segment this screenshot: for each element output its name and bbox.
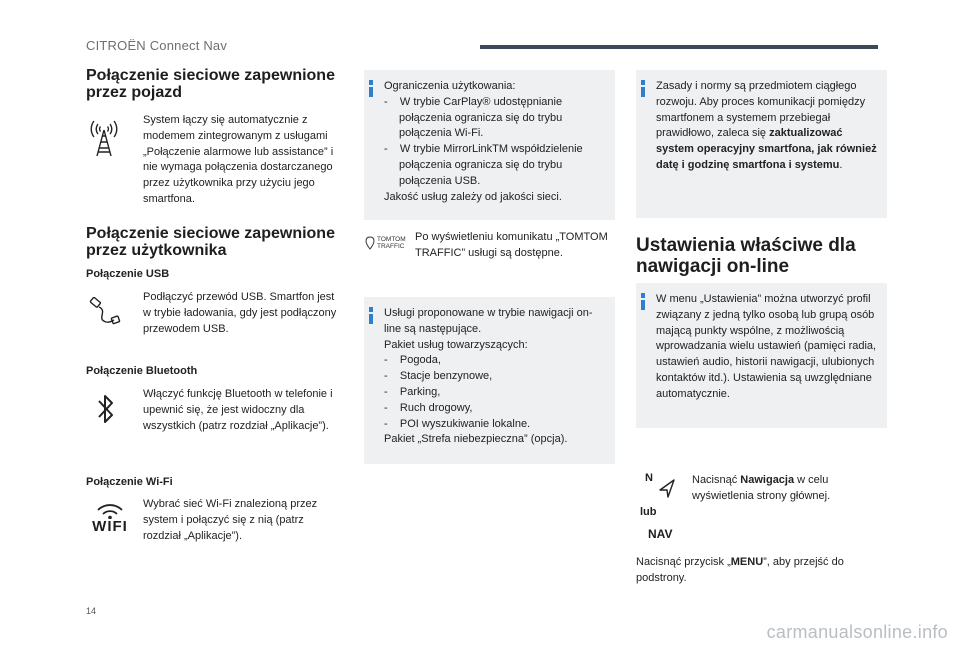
- usb-heading: Połączenie USB: [86, 268, 170, 280]
- watermark-text: carmanualsonline.info: [766, 622, 948, 642]
- limit-carplay: - W trybie CarPlay® udostępnianie połączenia ogranicza się do trybu połączenia Wi-Fi.: [384, 95, 563, 140]
- services-box: [364, 297, 615, 464]
- navigation-arrow-icon: [658, 478, 676, 498]
- tomtom-icon-line1: TOMTOM: [377, 236, 406, 243]
- section-title-user: Połączenie sieciowe zapewnione przez użytkownika: [86, 225, 335, 259]
- services-intro: Usługi proponowane w trybie nawigacji on-line są następujące.: [384, 307, 593, 335]
- tomtom-traffic-icon: [365, 236, 407, 250]
- limits-quality: Jakość usług zależy od jakości sieci.: [384, 190, 562, 203]
- settings-box: [636, 283, 887, 428]
- header-bar: [480, 45, 878, 49]
- navigation-icon-group: [640, 472, 682, 552]
- wifi-icon-label: WIFI: [92, 518, 128, 535]
- info-bar-icon: [641, 293, 645, 310]
- info-bar-icon: [641, 80, 645, 97]
- services-danger: Pakiet „Strefa niebezpieczna” (opcja).: [384, 433, 568, 446]
- wifi-heading: Połączenie Wi-Fi: [86, 476, 173, 488]
- sync-advice-box: [636, 70, 887, 218]
- sync-advice-text: Zasady i normy są przedmiotem ciągłego rozwoju. Aby proces komunikacji pomiędzy smartfonem a systemem przebiegał prawidłowo, zaleca się zaktualizować system operacyjny smartfona, jak również datę i godzinę smartfona i systemu.: [656, 80, 877, 171]
- service-item: - Ruch drogowy,: [384, 401, 473, 414]
- navigation-text: Nacisnąć Nawigacja w celu wyświetlenia strony głównej.: [692, 474, 831, 502]
- usage-limits-box: [364, 70, 615, 220]
- service-item: - Pogoda,: [384, 354, 441, 367]
- usb-cable-icon: [88, 295, 122, 331]
- bluetooth-heading: Połączenie Bluetooth: [86, 365, 198, 377]
- service-item: - Parking,: [384, 385, 441, 398]
- antenna-icon: [88, 118, 120, 158]
- limit-mirrorlink: - W trybie MirrorLinkTM współdzielenie połączenia ogranicza się do trybu połączenia USB.: [384, 143, 583, 187]
- wifi-icon: [88, 503, 132, 535]
- service-item: - POI wyszukiwanie lokalne.: [384, 417, 531, 430]
- nav-button-label: NAV: [648, 527, 673, 541]
- page-number: 14: [86, 606, 97, 616]
- limits-intro: Ograniczenia użytkowania:: [384, 80, 516, 92]
- settings-text: W menu „Ustawienia” można utworzyć profil związany z jedną tylko osobą lub grupą osób mającą punkty wspólne, z możliwością wprowadzania wielu ustawień (pamięci radia, ustawień audio, historii nawigacji, ulubionych kontaktów itd.). Ustawienia są uwzględniane automatycznie.: [656, 293, 877, 400]
- nav-icon-n: N: [645, 472, 653, 484]
- usb-text: Podłączyć przewód USB. Smartfon jest w trybie ładowania, gdy jest podłączony przewodem USB.: [143, 291, 337, 335]
- section-title-vehicle: Połączenie sieciowe zapewnione przez pojazd: [86, 67, 335, 101]
- tomtom-text: Po wyświetleniu komunikatu „TOMTOM TRAFFIC” usługi są dostępne.: [415, 231, 608, 259]
- tomtom-icon-line2: TRAFFIC: [377, 243, 405, 250]
- section-title-settings: Ustawienia właściwe dla nawigacji on-line: [636, 235, 856, 277]
- wifi-text: Wybrać sieć Wi-Fi znalezioną przez system i połączyć się z nią (patrz rozdział „Aplikacje”).: [143, 498, 318, 542]
- nav-icon-or: lub: [640, 506, 657, 518]
- info-bar-icon: [369, 307, 373, 324]
- bluetooth-text: Włączyć funkcję Bluetooth w telefonie i upewnić się, że jest widoczny dla wszystkich (patrz rozdział „Aplikacje”).: [143, 388, 333, 432]
- header-brand: CITROËN Connect Nav: [86, 38, 228, 53]
- menu-instruction-text: Nacisnąć przycisk „MENU”, aby przejść do podstrony.: [636, 556, 844, 584]
- info-bar-icon: [369, 80, 373, 97]
- bluetooth-icon: [97, 392, 115, 426]
- services-pack: Pakiet usług towarzyszących:: [384, 338, 528, 351]
- service-item: - Stacje benzynowe,: [384, 370, 493, 383]
- vehicle-connection-text: System łączy się automatycznie z modemem zintegrowanym z usługami „Połączenie alarmowe lub assistance” i nie wymaga połączenia dostarczanego przez użytkownika przy użyciu jego smartfona.: [143, 114, 334, 205]
